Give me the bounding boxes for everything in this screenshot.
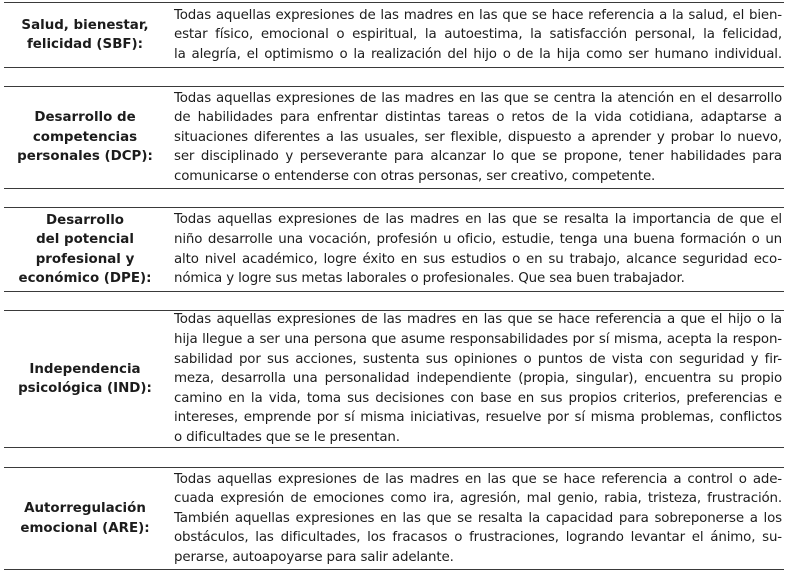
definition-line: niño desarrolle una vocación, profesión u oficio, estudie, tenga una buena formación o un (174, 231, 782, 247)
definition-line: Todas aquellas expresiones de las madres en las que se centra la atención en el desarrollo (174, 90, 782, 106)
definition-line: de habilidades para enfrentar distintas tareas o retos de la vida cotidiana, adaptarse a (174, 110, 782, 126)
definition-line: situaciones diferentes a las usuales, ser flexible, dispuesto a aprender y probar lo nuevo, (174, 129, 782, 145)
definition-line: cuada expresión de emociones como ira, agresión, mal genio, rabia, tristeza, frustración. (174, 491, 782, 507)
definition-line: intereses, emprende por sí misma iniciativas, resuelve por sí misma problemas, conflictos (174, 410, 782, 426)
category-definition (164, 210, 784, 288)
category-row-are (4, 467, 784, 570)
term-line: del potencial (36, 232, 134, 247)
category-term (4, 108, 164, 167)
definition-line: meza, desarrolla una personalidad independiente (propia, singular), encuentra su propio (174, 371, 782, 387)
term-line: felicidad (SBF): (26, 37, 144, 52)
definition-line: sabilidad por sus acciones, sustenta sus opiniones o puntos de vista con seguridad y fir- (174, 351, 782, 367)
definition-line: Todas aquellas expresiones de las madres en las que se hace referencia a la salud, el bien- (174, 7, 782, 23)
definition-line: perarse, autoapoyarse para salir adelante. (174, 549, 454, 565)
definition-line: comunicarse o entenderse con otras personas, ser creativo, competente. (174, 168, 656, 184)
definition-line: o dificultades que se le presentan. (174, 429, 400, 445)
category-term (4, 499, 164, 538)
category-definition (164, 89, 784, 187)
term-line: competencias (32, 129, 138, 145)
category-definition (164, 310, 784, 447)
definition-line: Todas aquellas expresiones de las madres en las que se hace referencia a que el hijo o la (174, 312, 782, 328)
term-line: Independencia (29, 361, 141, 377)
definition-line: Todas aquellas expresiones de las madres en las que se hace referencia a control o ade- (174, 471, 782, 487)
definition-line: alto nivel académico, logre éxito en sus estudios o en su trabajo, alcance seguridad eco- (174, 251, 782, 267)
category-row-dcp (4, 86, 784, 189)
definition-line: estar físico, emocional o espiritual, la autoestima, la satisfacción personal, la felicidad, (174, 27, 782, 43)
definition-line: obstáculos, las dificultades, los fracasos o frustraciones, logrando levantar el ánimo, su- (174, 530, 782, 546)
category-term (4, 360, 164, 399)
definition-line: Todas aquellas expresiones de las madres en las que se resalta la importancia de que el (174, 212, 782, 228)
term-line: Desarrollo de (34, 110, 136, 126)
term-line: económico (DPE): (18, 271, 152, 286)
category-row-sbf (4, 2, 784, 68)
definition-line: camino en la vida, toma sus decisiones con base en sus propios criterios, preferencias e (174, 390, 782, 406)
term-line: Salud, bienestar, (21, 17, 149, 33)
term-line: psicológica (IND): (18, 381, 152, 396)
category-definition (164, 6, 784, 65)
category-term (4, 211, 164, 289)
definition-line: hija llegue a ser una persona que asume responsabilidades por sí misma, acepta la respon- (174, 332, 782, 348)
definition-line: ser disciplinado y perseverante para alcanzar lo que se propone, tener habilidades para (174, 149, 782, 165)
category-definition (164, 470, 784, 568)
term-line: emocional (ARE): (20, 520, 150, 536)
term-line: personales (DCP): (17, 149, 153, 165)
category-term (4, 16, 164, 55)
definition-line: También aquellas expresiones en las que se resalta la capacidad para sobreponerse a los (174, 510, 782, 526)
term-line: Desarrollo (46, 212, 124, 228)
definition-line: nómica y logre sus metas laborales o profesionales. Que sea buen trabajador. (174, 271, 685, 287)
definition-line: la alegría, el optimismo o la realización del hijo o de la hija como ser humano individual. (174, 46, 782, 62)
term-line: profesional y (35, 251, 135, 267)
term-line: Autorregulación (24, 501, 146, 516)
category-row-dpe (4, 207, 784, 292)
category-row-ind (4, 310, 784, 448)
